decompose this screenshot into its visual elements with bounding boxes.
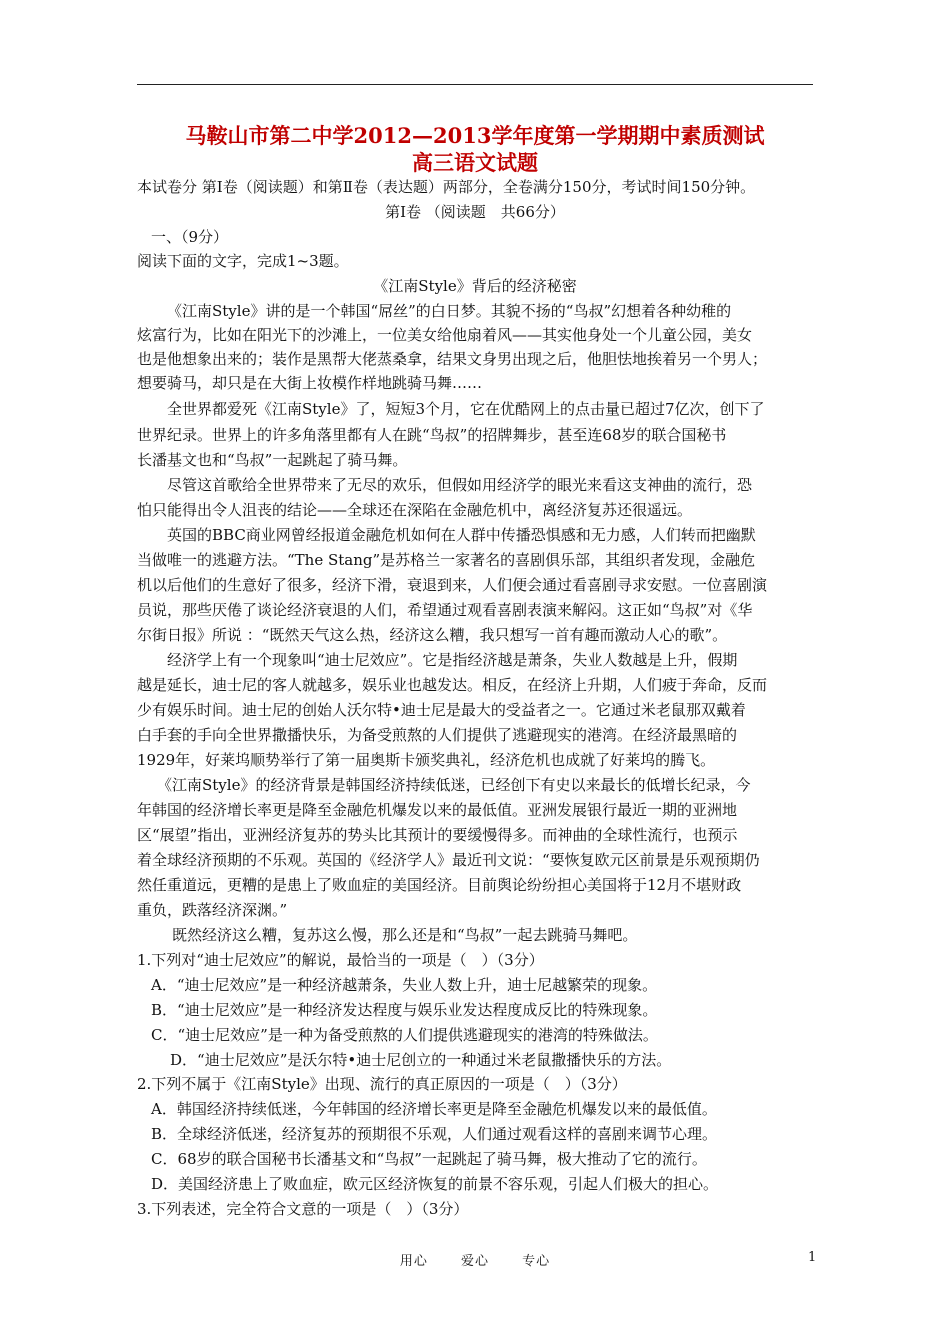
page-number: 1 <box>808 1250 817 1265</box>
paragraph-line: 年韩国的经济增长率更是降至金融危机爆发以来的最低值。亚洲发展银行最近一期的亚洲地 <box>137 801 738 819</box>
paragraph-line: 也是他想象出来的；装作是黑帮大佬蒸桑拿，结果文身男出现之后，他胆怯地挨着另一个男人； <box>137 350 768 368</box>
paragraph-line: 尽管这首歌给全世界带来了无尽的欢乐，但假如用经济学的眼光来看这支神曲的流行，恐 <box>167 476 753 494</box>
question-option: C．68岁的联合国秘书长潘基文和“鸟叔”一起跳起了骑马舞，极大推动了它的流行。 <box>151 1150 707 1168</box>
paragraph-line: 然任重道远，更糟的是患上了败血症的美国经济。目前舆论纷纷担心美国将于12月不堪财政 <box>137 876 742 894</box>
paragraph-line: 《江南Style》的经济背景是韩国经济持续低迷，已经创下有史以来最长的低增长纪录，今 <box>157 776 751 794</box>
paragraph-line: 炫富行为，比如在阳光下的沙滩上，一位美女给他扇着风——其实他身处一个儿童公园，美女 <box>137 326 753 344</box>
article-title: 《江南Style》背后的经济秘密 <box>373 277 577 295</box>
paragraph-line: 着全球经济预期的不乐观。英国的《经济学人》最近刊文说：“要恢复欧元区前景是乐观预期仍 <box>137 851 760 869</box>
paragraph-line: 英国的BBC商业网曾经报道金融危机如何在人群中传播恐惧感和无力感，人们转而把幽默 <box>167 526 756 544</box>
question-stem: 1.下列对“迪士尼效应”的解说，最恰当的一项是（ ）（3分） <box>137 951 544 969</box>
exam-subtitle: 高三语文试题 <box>412 150 538 175</box>
footer-word: 爱心 <box>460 1254 489 1269</box>
question-option: B．“迪士尼效应”是一种经济发达程度与娱乐业发达程度成反比的特殊现象。 <box>151 1001 658 1019</box>
exam-title: 马鞍山市第二中学2012—2013学年度第一学期期中素质测试 <box>185 123 765 148</box>
question-option: A．韩国经济持续低迷，今年韩国的经济增长率更是降至金融危机爆发以来的最低值。 <box>151 1100 717 1118</box>
footer-word: 专心 <box>522 1254 551 1269</box>
question-option: A．“迪士尼效应”是一种经济越萧条，失业人数上升，迪士尼越繁荣的现象。 <box>151 976 658 994</box>
paragraph-line: 想要骑马，却只是在大街上妆模作样地跳骑马舞…… <box>137 374 483 392</box>
question-option: D．“迪士尼效应”是沃尔特•迪士尼创立的一种通过米老鼠撒播快乐的方法。 <box>170 1051 672 1069</box>
paragraph-line: 经济学上有一个现象叫“迪士尼效应”。它是指经济越是萧条，失业人数越是上升，假期 <box>167 651 738 669</box>
question-option: D．美国经济患上了败血症，欧元区经济恢复的前景不容乐观，引起人们极大的担心。 <box>151 1175 719 1193</box>
question-option: C．“迪士尼效应”是一种为备受煎熬的人们提供逃避现实的港湾的特殊做法。 <box>151 1026 658 1044</box>
paragraph-line: 既然经济这么糟，复苏这么慢，那么还是和“鸟叔”一起去跳骑马舞吧。 <box>172 926 638 944</box>
intro-text: 本试卷分 第Ⅰ卷（阅读题）和第Ⅱ卷（表达题）两部分，全卷满分150分，考试时间150分钟。 <box>137 178 756 196</box>
question-stem: 3.下列表述，完全符合文意的一项是（ ）（3分） <box>137 1200 469 1218</box>
paragraph-line: 长潘基文也和“鸟叔”一起跳起了骑马舞。 <box>137 451 408 469</box>
paragraph-line: 《江南Style》讲的是一个韩国“屌丝”的白日梦。其貌不扬的“鸟叔”幻想着各种幼稚的 <box>167 302 732 320</box>
footer-word: 用心 <box>399 1254 428 1269</box>
paragraph-line: 越是延长，迪士尼的客人就越多，娱乐业也越发达。相反，在经济上升期，人们疲于奔命，反而 <box>137 676 768 694</box>
paragraph-line: 怕只能得出令人沮丧的结论——全球还在深陷在金融危机中，离经济复苏还很遥远。 <box>137 501 693 519</box>
question-option: B．全球经济低迷，经济复苏的预期很不乐观，人们通过观看这样的喜剧来调节心理。 <box>151 1125 718 1143</box>
header-rule <box>137 84 813 85</box>
part1-heading: 第Ⅰ卷 （阅读题 共66分） <box>385 203 565 221</box>
paragraph-line: 重负，跌落经济深渊。” <box>137 901 288 919</box>
paragraph-line: 当做唯一的逃避方法。“The Stang”是苏格兰一家著名的喜剧俱乐部，其组织者发现，金融危 <box>137 551 756 569</box>
section-heading: 一、（9分） <box>151 228 229 246</box>
paragraph-line: 员说，那些厌倦了谈论经济衰退的人们，希望通过观看喜剧表演来解闷。这正如“鸟叔”对《华 <box>137 601 753 619</box>
paragraph-line: 全世界都爱死《江南Style》了，短短3个月，它在优酷网上的点击量已超过7亿次，创下了 <box>167 400 765 418</box>
paragraph-line: 白手套的手向全世界撒播快乐，为备受煎熬的人们提供了逃避现实的港湾。在经济最黑暗的 <box>137 726 738 744</box>
question-stem: 2.下列不属于《江南Style》出现、流行的真正原因的一项是（ ）（3分） <box>137 1075 627 1093</box>
paragraph-line: 区“展望”指出，亚洲经济复苏的势头比其预计的要缓慢得多。而神曲的全球性流行，也预示 <box>137 826 738 844</box>
paragraph-line: 少有娱乐时间。迪士尼的创始人沃尔特•迪士尼是最大的受益者之一。它通过米老鼠那双戴着 <box>137 701 746 719</box>
paragraph-line: 机以后他们的生意好了很多，经济下滑，衰退到来，人们便会通过看喜剧寻求安慰。一位喜剧演 <box>137 576 768 594</box>
reading-instruction: 阅读下面的文字，完成1~3题。 <box>137 252 349 270</box>
paragraph-line: 尔街日报》所说 ：“既然天气这么热，经济这么糟，我只想写一首有趣而激动人心的歌”。 <box>137 626 728 644</box>
paragraph-line: 1929年，好莱坞顺势举行了第一届奥斯卡颁奖典礼，经济危机也成就了好莱坞的腾飞。 <box>137 751 716 769</box>
paragraph-line: 世界纪录。世界上的许多角落里都有人在跳“鸟叔”的招牌舞步，甚至连68岁的联合国秘书 <box>137 426 727 444</box>
